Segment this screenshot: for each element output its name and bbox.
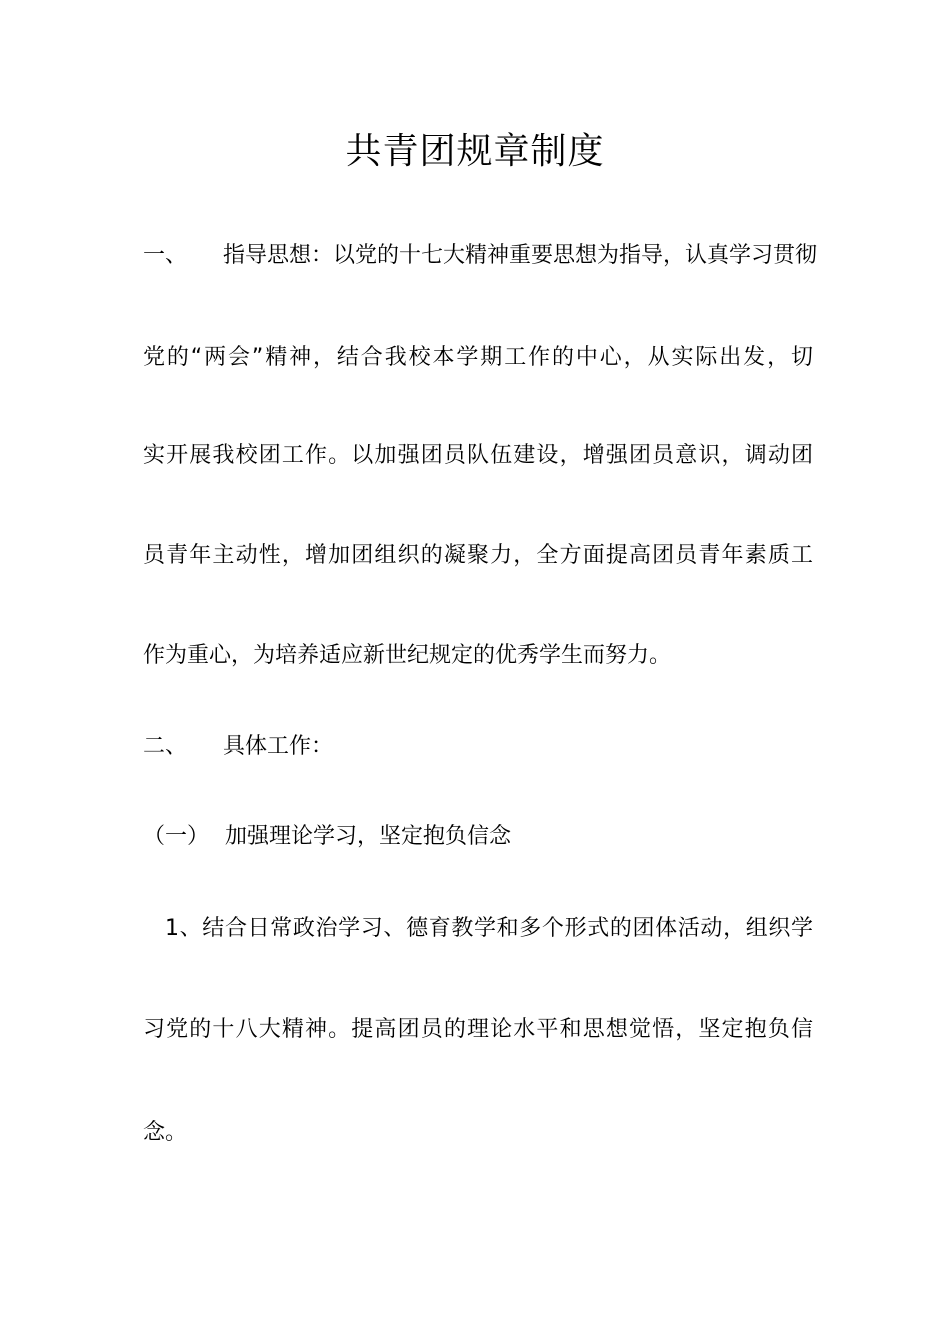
section-1-text-1: 指导思想：以党的十七大精神重要思想为指导，认真学习贯彻 — [223, 243, 818, 268]
page-title: 共青团规章制度 — [345, 131, 605, 172]
item-1-line-2: 习党的十八大精神。提高团员的理论水平和思想觉悟，坚定抱负信 — [143, 1017, 813, 1042]
item-1-line-1 — [165, 914, 813, 944]
item-1-line-3: 念。 — [143, 1120, 188, 1145]
section-2-number: 二、 — [143, 734, 188, 759]
section-1-line-4: 员青年主动性，增加团组织的凝聚力，全方面提高团员青年素质工 — [143, 543, 813, 568]
section-1-line-2: 党的“两会”精神，结合我校本学期工作的中心，从实际出发，切 — [143, 345, 813, 370]
subsection-1-number: （一） — [143, 824, 210, 849]
section-2-title: 具体工作： — [223, 734, 334, 759]
section-2-heading — [143, 732, 813, 762]
subsection-1-heading — [143, 822, 813, 852]
subsection-1-title: 加强理论学习，坚定抱负信念 — [225, 824, 512, 849]
section-1-line-5: 作为重心，为培养适应新世纪规定的优秀学生而努力。 — [143, 643, 672, 668]
item-1-number: 1、 — [165, 916, 203, 941]
section-1-number: 一、 — [143, 243, 188, 268]
section-1-line-1 — [143, 241, 818, 271]
item-1-text-1: 结合日常政治学习、德育教学和多个形式的团体活动，组织学 — [202, 916, 813, 941]
section-1-line-3: 实开展我校团工作。以加强团员队伍建设，增强团员意识，调动团 — [143, 443, 813, 468]
